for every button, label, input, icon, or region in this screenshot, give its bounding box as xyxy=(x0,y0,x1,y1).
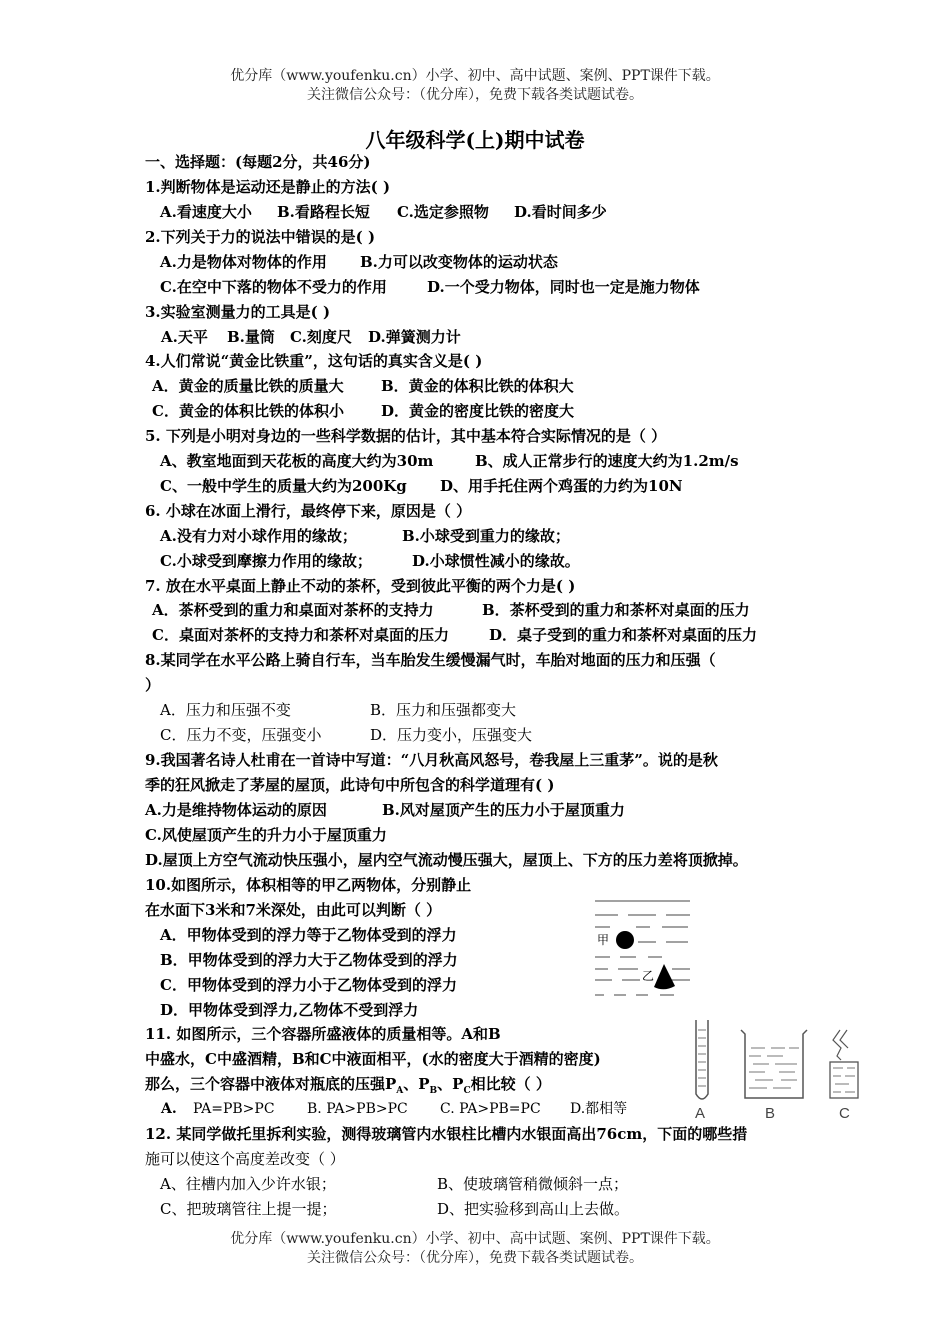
q9-stem-line2: 季的狂风掀走了茅屋的屋顶，此诗句中所包含的科学道理有( ) xyxy=(145,776,555,794)
q5-option-c: C、一般中学生的质量大约为200Kg xyxy=(160,477,407,495)
q10-object-yi xyxy=(654,964,675,989)
q8-stem-line2: ） xyxy=(145,676,161,694)
q11-stem-line3 xyxy=(145,1074,551,1101)
q10-stem-line2: 在水面下3米和7米深处，由此可以判断（ ） xyxy=(145,901,442,919)
q4-option-d: D．黄金的密度比铁的密度大 xyxy=(381,402,575,420)
q3-option-d: D.弹簧测力计 xyxy=(368,328,461,346)
q1-option-c: C.选定参照物 xyxy=(397,203,489,221)
q9-option-d: D.屋顶上方空气流动快压强小，屋内空气流动慢压强大，屋顶上、下方的压力差将顶掀掉。 xyxy=(145,851,748,869)
q8-stem-line1: 8.某同学在水平公路上骑自行车，当车胎发生缓慢漏气时，车胎对地面的压力和压强（ xyxy=(145,651,716,669)
q11-option-a-label: A. xyxy=(161,1101,177,1117)
q2-option-b: B.力可以改变物体的运动状态 xyxy=(360,253,558,271)
q11-label-c: C xyxy=(839,1105,850,1122)
q11-option-b: B. PA>PB>PC xyxy=(307,1101,408,1117)
q10-option-b: B．甲物体受到的浮力大于乙物体受到的浮力 xyxy=(160,951,458,969)
q6-option-c: C.小球受到摩擦力作用的缘故； xyxy=(160,552,372,570)
q1-option-b: B.看路程长短 xyxy=(277,203,370,221)
section-heading: 一、选择题：(每题2分，共46分) xyxy=(145,153,371,171)
q7-option-a: A．茶杯受到的重力和桌面对茶杯的支持力 xyxy=(152,601,434,619)
header-line-1: 优分库（www.youfenku.cn）小学、初中、高中试题、案例、PPT课件下载。 xyxy=(230,68,720,84)
q11-sub-c: C xyxy=(463,1086,471,1096)
q11-label-a: A xyxy=(695,1105,706,1122)
q1-option-a: A.看速度大小 xyxy=(160,203,252,221)
q4-option-b: B．黄金的体积比铁的体积大 xyxy=(381,377,574,395)
q9-option-c: C.风使屋顶产生的升力小于屋顶重力 xyxy=(145,826,387,844)
q10-figure-water-tank xyxy=(590,895,700,1005)
q10-label-yi: 乙 xyxy=(642,969,655,983)
q9-option-a: A.力是维持物体运动的原因 xyxy=(145,801,327,819)
q4-option-a: A．黄金的质量比铁的质量大 xyxy=(152,377,344,395)
q6-stem: 6. 小球在冰面上滑行，最终停下来，原因是（ ） xyxy=(145,502,472,520)
q1-stem: 1.判断物体是运动还是静止的方法( ) xyxy=(145,178,391,196)
footer-line-1: 优分库（www.youfenku.cn）小学、初中、高中试题、案例、PPT课件下载。 xyxy=(230,1231,720,1247)
q8-option-b: B．压力和压强都变大 xyxy=(370,701,517,719)
q6-option-b: B.小球受到重力的缘故； xyxy=(402,527,570,545)
q2-option-a: A.力是物体对物体的作用 xyxy=(160,253,327,271)
q10-option-a: A．甲物体受到的浮力等于乙物体受到的浮力 xyxy=(160,926,457,944)
q10-option-c: C．甲物体受到的浮力小于乙物体受到的浮力 xyxy=(160,976,457,994)
q10-label-jia: 甲 xyxy=(597,933,610,947)
q11-sub-b: B xyxy=(429,1086,438,1096)
q11-sep-2: 、P xyxy=(437,1075,464,1093)
q3-option-a: A.天平 xyxy=(161,328,208,346)
q10-object-jia xyxy=(616,931,634,949)
q7-option-b: B．茶杯受到的重力和茶杯对桌面的压力 xyxy=(482,601,750,619)
q8-option-c: C．压力不变，压强变小 xyxy=(160,726,322,744)
q1-option-d: D.看时间多少 xyxy=(514,203,607,221)
q11-stem-line1: 11. 如图所示，三个容器所盛液体的质量相等。A和B xyxy=(145,1025,501,1043)
q11-option-d: D.都相等 xyxy=(570,1101,628,1117)
q8-option-d: D．压力变小，压强变大 xyxy=(370,726,533,744)
q11-option-c: C. PA>PB=PC xyxy=(440,1101,541,1117)
q12-option-d: D、把实验移到高山上去做。 xyxy=(437,1200,630,1218)
footer-line-2: 关注微信公众号：（优分库），免费下载各类试题试卷。 xyxy=(307,1250,643,1266)
q11-sub-a: A xyxy=(396,1086,404,1096)
q5-option-d: D、用手托住两个鸡蛋的力约为10N xyxy=(440,477,683,495)
q11-stem3-text: 那么，三个容器中液体对瓶底的压强P xyxy=(145,1075,397,1093)
q9-stem-line1: 9.我国著名诗人杜甫在一首诗中写道：“八月秋高风怒号，卷我屋上三重茅”。说的是秋 xyxy=(145,751,718,769)
q11-stem-line2: 中盛水，C中盛酒精，B和C中液面相平，(水的密度大于酒精的密度) xyxy=(145,1050,601,1068)
q11-figure-containers xyxy=(685,1020,865,1125)
q12-stem-line2: 施可以使这个高度差改变（ ） xyxy=(145,1150,345,1168)
q5-option-a: A、教室地面到天花板的高度大约为30m xyxy=(160,452,434,470)
q8-option-a: A．压力和压强不变 xyxy=(160,701,291,719)
q9-option-b: B.风对屋顶产生的压力小于屋顶重力 xyxy=(382,801,625,819)
q12-stem-line1: 12. 某同学做托里拆利实验，测得玻璃管内水银柱比槽内水银面高出76cm，下面的哪些措 xyxy=(145,1125,748,1143)
q5-stem: 5. 下列是小明对身边的一些科学数据的估计，其中基本符合实际情况的是（ ） xyxy=(145,427,667,445)
q3-option-b: B.量筒 xyxy=(227,328,275,346)
header-line-2: 关注微信公众号：（优分库），免费下载各类试题试卷。 xyxy=(307,87,643,103)
q12-option-b: B、使玻璃管稍微倾斜一点； xyxy=(437,1175,629,1193)
page-title: 八年级科学(上)期中试卷 xyxy=(365,128,585,152)
q11-option-a: PA=PB>PC xyxy=(193,1101,275,1117)
q2-stem: 2.下列关于力的说法中错误的是( ) xyxy=(145,228,376,246)
q7-option-c: C．桌面对茶杯的支持力和茶杯对桌面的压力 xyxy=(152,626,449,644)
q10-stem-line1: 10.如图所示，体积相等的甲乙两物体，分别静止 xyxy=(145,876,472,894)
q6-option-d: D.小球惯性减小的缘故。 xyxy=(412,552,580,570)
q11-stem3-tail: 相比较（ ） xyxy=(470,1075,551,1093)
q7-stem: 7. 放在水平桌面上静止不动的茶杯，受到彼此平衡的两个力是( ) xyxy=(145,577,576,595)
q12-option-c: C、把玻璃管往上提一提； xyxy=(160,1200,337,1218)
q10-option-d: D．甲物体受到浮力,乙物体不受到浮力 xyxy=(160,1001,419,1019)
q4-option-c: C．黄金的体积比铁的体积小 xyxy=(152,402,344,420)
q11-label-b: B xyxy=(765,1105,776,1122)
q4-stem: 4.人们常说“黄金比铁重”，这句话的真实含义是( ) xyxy=(145,352,483,370)
q5-option-b: B、成人正常步行的速度大约为1.2m/s xyxy=(475,452,739,470)
q11-sep-1: 、P xyxy=(403,1075,430,1093)
q3-option-c: C.刻度尺 xyxy=(290,328,352,346)
q2-option-c: C.在空中下落的物体不受力的作用 xyxy=(160,278,387,296)
q12-option-a: A、往槽内加入少许水银； xyxy=(160,1175,336,1193)
q3-stem: 3.实验室测量力的工具是( ) xyxy=(145,303,331,321)
q2-option-d: D.一个受力物体，同时也一定是施力物体 xyxy=(427,278,700,296)
q6-option-a: A.没有力对小球作用的缘故； xyxy=(160,527,357,545)
q7-option-d: D．桌子受到的重力和茶杯对桌面的压力 xyxy=(489,626,758,644)
